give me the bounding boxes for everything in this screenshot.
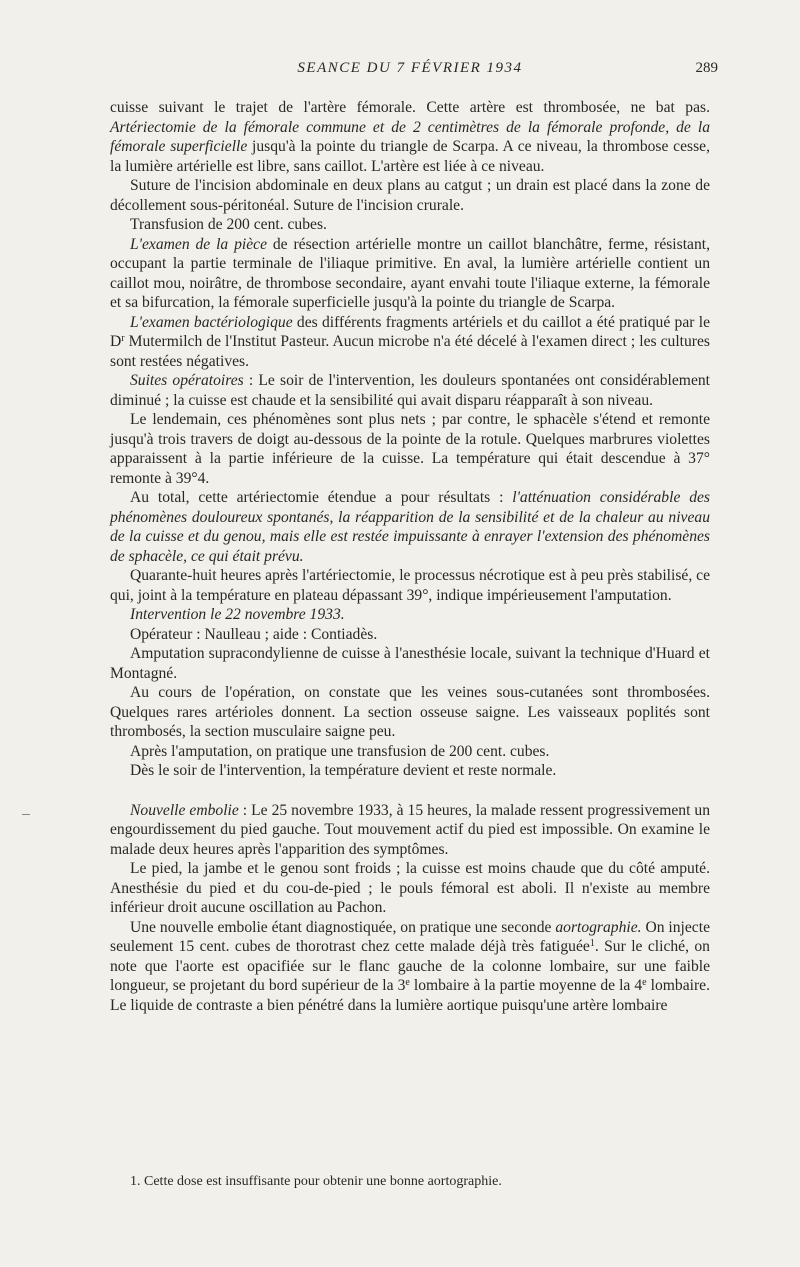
paragraph: L'examen bactériologique des différents fragments artériels et du caillot a été pratiqué par le $D^r$ Mutermilch de l'Institut Pasteur. Aucun microbe n'a été décelé à l'examen direct ; les cultures sont restées négatives. [110, 313, 710, 370]
paragraph: Amputation supracondylienne de cuisse à l'anesthésie locale, suivant la technique d'Huard et Montagné. [110, 645, 710, 682]
margin-mark [22, 814, 30, 815]
paragraph: Le pied, la jambe et le genou sont froids ; la cuisse est moins chaude que du côté amputé. Anesthésie du pied et du cou-de-pied ; le pouls fémoral est aboli. Il n'existe au membre inférieur droit aucune oscillation au Pachon. [110, 860, 710, 916]
paragraph: Une nouvelle embolie étant diagnostiquée, on pratique une seconde aortographie. On injecte seulement 15 cent. cubes de thorotrast chez cette malade déjà très fatiguée$^1$. Sur le cliché, on note que l'aorte est opacifiée sur le flanc gauche de la colonne lombaire, sur une faible longueur, se projetant du bord supérieur de la 3e lombaire à la partie moyenne de la 4e lombaire. Le liquide de contraste a bien pénétré dans la lumière aortique puisqu'une artère lombaire [110, 918, 710, 1014]
paragraph: Après l'amputation, on pratique une transfusion de 200 cent. cubes. [130, 742, 550, 760]
paragraph: Suites opératoires : Le soir de l'intervention, les douleurs spontanées ont considérablement diminué ; la cuisse est chaude et la sensibilité qui avait disparu réapparaît à son niveau. [110, 372, 710, 409]
page-number: 289 [695, 60, 718, 76]
paragraph: cuisse suivant le trajet de l'artère fémorale. Cette artère est thrombosée, ne bat pas. Artériectomie de la fémorale commune et de 2 centimètres de la fémorale profonde, de la fémorale superficielle jusqu'à la pointe du triangle de Scarpa. A ce niveau, la thrombose cesse, la lumière artérielle est libre, sans caillot. L'artère est liée à ce niveau. [110, 99, 710, 175]
paragraph: Dès le soir de l'intervention, la température devient et reste normale. [130, 762, 557, 779]
paragraph: Suture de l'incision abdominale en deux plans au catgut ; un drain est placé dans la zone de décollement sous-péritonéal. Suture de l'incision crurale. [110, 177, 710, 214]
paragraph: Le lendemain, ces phénomènes sont plus nets ; par contre, le sphacèle s'étend et remonte jusqu'à trois travers de doigt au-dessous de la pointe de la rotule. Quelques marbrures violettes apparaissent à la partie inférieure de la cuisse. La température qui était descendue à 37° remonte à 39°4. [110, 411, 710, 487]
page-header [110, 60, 718, 82]
footnote-marker: 1 [589, 938, 595, 949]
footnote: 1. Cette dose est insuffisante pour obtenir une bonne aortographie. [130, 1174, 502, 1189]
paragraph: Transfusion de 200 cent. cubes. [130, 216, 327, 233]
paragraph: Intervention le 22 novembre 1933. [130, 606, 345, 623]
paragraph: Quarante-huit heures après l'artériectomie, le processus nécrotique est à peu près stabilisé, ce qui, joint à la température en plateau dépassant 39°, indique impérieusement l'amputation. [110, 567, 710, 604]
paragraph: Au total, cette artériectomie étendue a pour résultats : l'atténuation considérable des phénomènes douloureux spontanés, la réapparition de la sensibilité et de la chaleur au niveau de la cuisse et du genou, mais elle est restée impuissante à enrayer l'extension des phénomènes de sphacèle, ce qui était prévu. [110, 489, 710, 565]
running-title: SEANCE DU 7 FÉVRIER 1934 [297, 60, 523, 76]
body-text [110, 98, 710, 1015]
paragraph: Opérateur : Naulleau ; aide : Contiadès. [130, 625, 378, 643]
paragraph: Au cours de l'opération, on constate que les veines sous-cutanées sont thrombosées. Quelques rares artérioles donnent. La section osseuse saigne. Les vaisseaux poplités sont thrombosés, la section musculaire saigne peu. [110, 684, 710, 740]
paragraph: L'examen de la pièce de résection artérielle montre un caillot blanchâtre, ferme, résistant, occupant la partie terminale de l'iliaque primitive. En aval, la lumière artérielle contient un caillot mou, noirâtre, de thrombose secondaire, ayant envahi toute l'iliaque externe, la fémorale et sa bifurcation, la fémorale superficielle jusqu'à la pointe du triangle de Scarpa. [110, 235, 710, 311]
paragraph: Nouvelle embolie : Le 25 novembre 1933, à 15 heures, la malade ressent progressivement un engourdissement du pied gauche. Tout mouvement actif du pied est impossible. On examine le malade deux heures après l'apparition des symptômes. [110, 801, 710, 858]
